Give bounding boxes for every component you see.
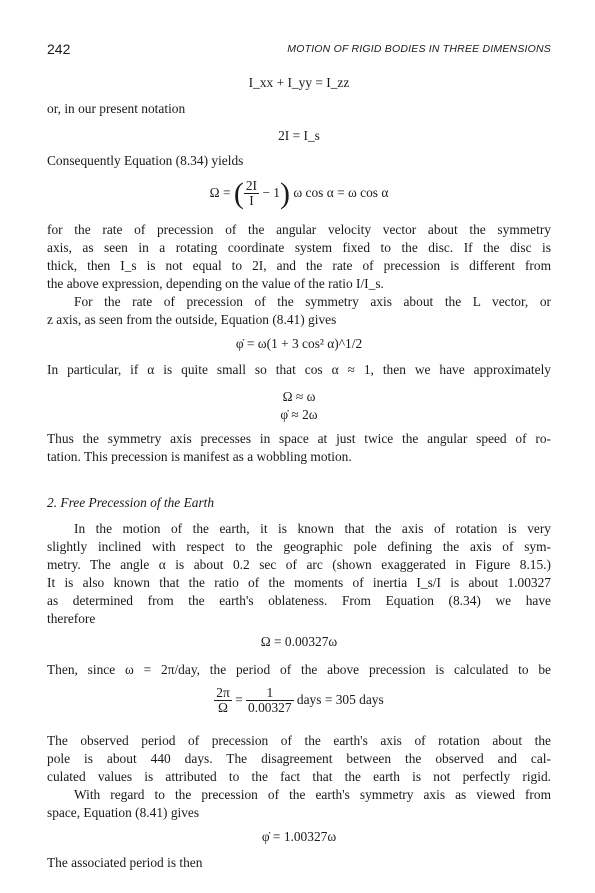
frac-00327: 0.00327: [248, 700, 292, 716]
frac-one: 1: [246, 686, 294, 701]
equation-moments-sum-text: I_xx + I_yy = I_zz: [248, 75, 350, 90]
para5-line-6: therefore: [47, 611, 96, 626]
equation-moments-sum: [47, 75, 551, 91]
section-heading: 2. Free Precession of the Earth: [47, 495, 215, 510]
para4-line-2: tation. This precession is manifest as a wobbling motion.: [47, 449, 352, 464]
para5-line-2: slightly inclined with respect to the geographic pole defining the axis of sym-: [47, 539, 551, 554]
text-consequently: Consequently Equation (8.34) yields: [47, 153, 244, 168]
para1-line-1: for the rate of precession of the angular velocity vector about the symmetry: [47, 222, 551, 237]
left-paren: (: [233, 176, 244, 210]
para1-line-3: thick, then I_s is not equal to 2I, and the rate of precession is different from: [47, 258, 551, 273]
para7-line-3: culated values is attributed to the fact that the earth is not perfectly rigid.: [47, 769, 551, 784]
para6-line: Then, since ω = 2π/day, the period of the above precession is calculated to be: [47, 662, 551, 677]
eq3-rhs: ω cos α = ω cos α: [293, 185, 389, 200]
running-head: MOTION OF RIGID BODIES IN THREE DIMENSIONS: [287, 43, 551, 55]
fraction-1-over-00327: [246, 686, 294, 715]
equation-omega-precession: [47, 176, 551, 210]
right-paren: ): [279, 176, 290, 210]
page-header: [47, 41, 551, 59]
para1-line-4: the above expression, depending on the value of the ratio I/I_s.: [47, 276, 384, 291]
frac-2pi: 2π: [216, 685, 230, 701]
para5-line-3: metry. The angle α is about 0.2 sec of arc (shown exaggerated in Figure 8.15.): [47, 557, 551, 572]
fraction-2i-over-i: [244, 179, 259, 208]
equation-2i-is: [47, 128, 551, 144]
para7-line-5: space, Equation (8.41) gives: [47, 805, 200, 820]
text-notation: or, in our present notation: [47, 101, 186, 116]
eq3-minus-one: − 1: [262, 185, 280, 200]
para3-line: In particular, if α is quite small so that cos α ≈ 1, then we have approximately: [47, 362, 551, 377]
equation-omega-value-text: Ω = 0.00327ω: [260, 634, 338, 649]
para7-line-4: With regard to the precession of the earth's symmetry axis as viewed from: [74, 787, 551, 802]
equation-phi-dot-value-text: φ̇ = 1.00327ω: [261, 829, 337, 844]
equation-omega-approx: [47, 389, 551, 405]
para8-line: The associated period is then: [47, 855, 203, 870]
para4-line-1: Thus the symmetry axis precesses in space at just twice the angular speed of ro-: [47, 431, 551, 446]
equation-omega-value: [47, 634, 551, 650]
eq3-lhs: Ω =: [209, 185, 231, 200]
para2-line-2: z axis, as seen from the outside, Equation (8.41) gives: [47, 312, 337, 327]
equation-phi-dot-text: φ̇ = ω(1 + 3 cos² α)^1/2: [235, 336, 363, 351]
equation-phi-dot: [47, 336, 551, 352]
eq7-tail: days = 305 days: [296, 692, 384, 707]
frac-denominator: I: [249, 193, 254, 209]
para7-line-2: pole is about 440 days. The disagreement between the observed and cal-: [47, 751, 551, 766]
equation-phi-dot-approx: [47, 407, 551, 423]
para5-line-5: as determined from the earth's oblateness. From Equation (8.34) we have: [47, 593, 551, 608]
para7-line-1: The observed period of precession of the earth's axis of rotation about the: [47, 733, 551, 748]
para5-line-1: In the motion of the earth, it is known that the axis of rotation is very: [74, 521, 551, 536]
frac-omega: Ω: [218, 700, 228, 716]
para5-line-4: It is also known that the ratio of the moments of inertia I_s/I is about 1.00327: [47, 575, 551, 590]
equation-phi-dot-value: [47, 829, 551, 845]
equation-period: [47, 683, 551, 717]
para2-line-1: For the rate of precession of the symmetry axis about the L vector, or: [74, 294, 551, 309]
frac-numerator: 2I: [245, 178, 258, 194]
para1-line-2: axis, as seen in a rotating coordinate system fixed to the disc. If the disc is: [47, 240, 551, 255]
page-number: 242: [47, 41, 71, 57]
equation-phi-dot-approx-text: φ̇ ≈ 2ω: [280, 407, 318, 422]
equation-2i-is-text: 2I = I_s: [278, 128, 320, 143]
equation-omega-approx-text: Ω ≈ ω: [282, 389, 316, 404]
equals-sign: =: [235, 692, 243, 707]
fraction-2pi-over-omega: [214, 686, 231, 715]
